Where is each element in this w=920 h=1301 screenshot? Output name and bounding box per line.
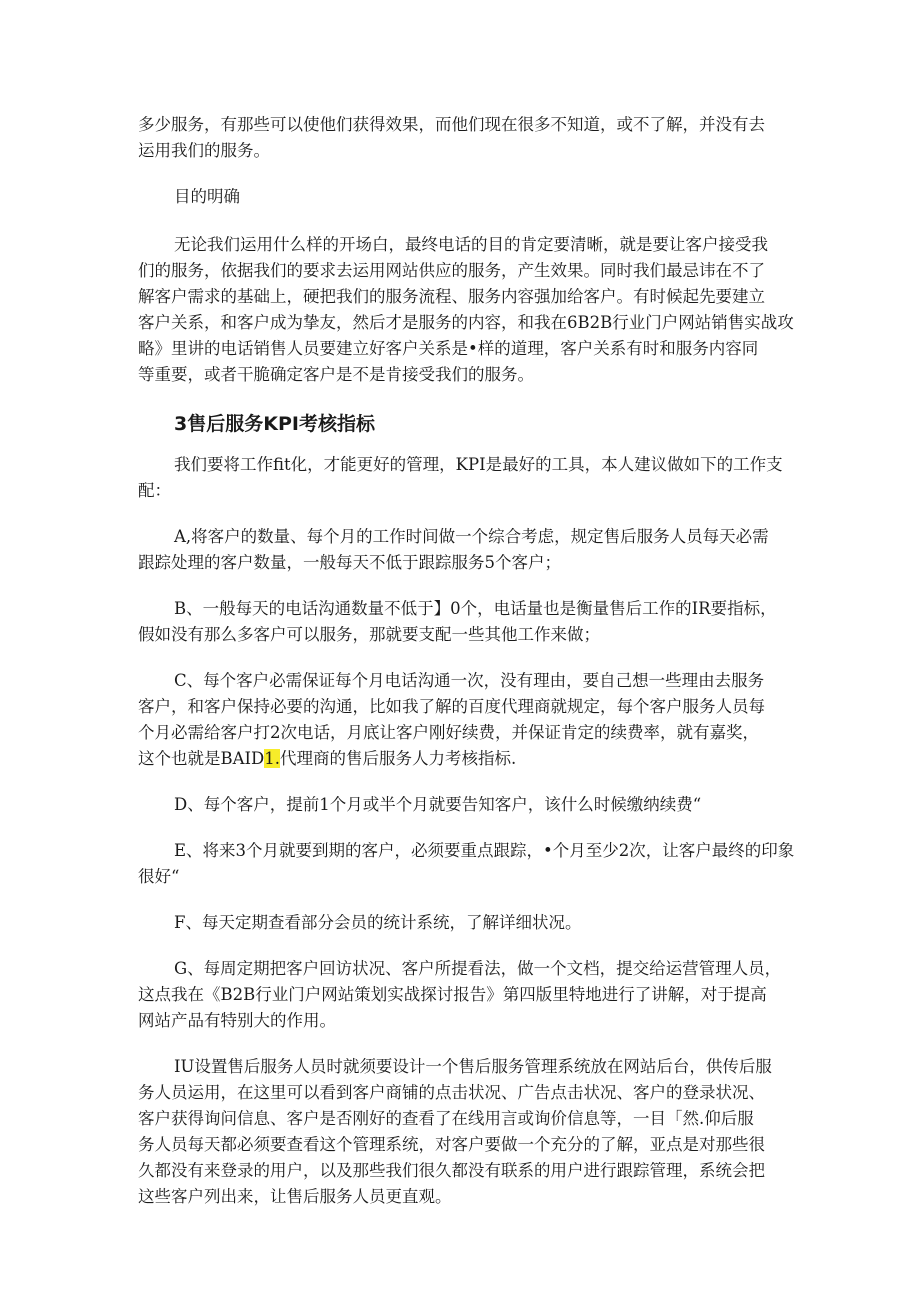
paragraph-item-f	[138, 910, 786, 936]
text-line: C、每个客户必需保证每个月电话沟通一次，没有理由，要自己想一些理由去服务	[174, 671, 765, 690]
text-fragment: 这个也就是BAID	[138, 749, 265, 768]
text-line: 网站产品有特别大的作用。	[138, 1011, 336, 1030]
paragraph-item-c	[138, 668, 786, 772]
text-line: A,将客户的数量、每个月的工作时间做一个综合考虑，规定售后服务人员每天必需	[174, 527, 769, 546]
text-line: 久都没有来登录的用户，以及那些我们很久都没有联系的用户进行跟踪管理，系统会把	[138, 1161, 765, 1180]
paragraph-services-intro	[138, 112, 786, 164]
text-line: 个月必需给客户打2次电话，月底让客户刚好续费，并保证肯定的续费率，就有嘉奖，	[138, 723, 759, 742]
text-line: E、将来3个月就要到期的客户，必须要重点跟踪，•个月至少2次，让客户最终的印象	[174, 841, 795, 860]
text-line: 无论我们运用什么样的开场白，最终电话的目的肯定要清晰，就是要让客户接受我	[174, 235, 768, 254]
text-line-with-highlight	[138, 746, 786, 772]
text-line: 多少服务，有那些可以使他们获得效果，而他们现在很多不知道，或不了解，并没有去	[138, 115, 765, 134]
text-line: 务人员运用，在这里可以看到客户商铺的点击状况、广告点击状况、客户的登录状况、	[138, 1083, 765, 1102]
text-line: 这点我在《B2B行业门户网站策划实战探讨报告》第四版里特地进行了讲解，对于提高	[138, 985, 767, 1004]
paragraph-item-a	[138, 524, 786, 576]
paragraph-item-d	[138, 792, 786, 818]
text-line: 等重要，或者干脆确定客户是不是肯接受我们的服务。	[138, 365, 534, 384]
paragraph-purpose-body	[138, 232, 794, 388]
paragraph-item-b	[138, 596, 786, 648]
section-heading-kpi: 3售后服务KPI考核指标	[174, 413, 375, 435]
text-line: D、每个客户，提前1个月或半个月就要告知客户，该什么时候缴纳续费“	[174, 795, 702, 814]
text-line: G、每周定期把客户回访状况、客户所提看法，做一个文档，提交给运营管理人员，	[174, 959, 782, 978]
paragraph-subheading-purpose	[138, 184, 786, 210]
paragraph-item-g	[138, 956, 786, 1034]
text-line: 假如没有那么多客户可以服务，那就要支配一些其他工作来做；	[138, 625, 600, 644]
text-line: 跟踪处理的客户数量，一般每天不低于跟踪服务5个客户；	[138, 553, 561, 572]
text-line: 目的明确	[174, 187, 240, 206]
text-line: 配：	[138, 481, 171, 500]
text-line: 很好“	[138, 867, 180, 886]
text-line: IU设置售后服务人员时就须要设计一个售后服务管理系统放在网站后台，供传后服	[174, 1057, 772, 1076]
text-line: 客户关系，和客户成为挚友，然后才是服务的内容，和我在6B2B行业门户网站销售实战攻	[138, 313, 794, 332]
paragraph-item-h	[138, 1054, 786, 1210]
text-line: 客户获得询问信息、客户是否刚好的查看了在线用言或询价信息等，一目「然.仰后服	[138, 1109, 754, 1128]
paragraph-item-e	[138, 838, 795, 890]
text-line: B、一般每天的电话沟通数量不低于】0个，电话量也是衡量售后工作的IR要指标，	[174, 599, 777, 618]
text-line: 解客户需求的基础上，硬把我们的服务流程、服务内容强加给客户。有时候起先要建立	[138, 287, 765, 306]
text-line: F、每天定期查看部分会员的统计系统，了解详细状况。	[174, 913, 582, 932]
text-fragment: 代理商的售后服务人力考核指标.	[280, 749, 517, 768]
text-line: 运用我们的服务。	[138, 141, 270, 160]
paragraph-kpi-intro	[138, 452, 786, 504]
document-page	[138, 112, 795, 1210]
text-line: 这些客户列出来，让售后服务人员更直观。	[138, 1187, 452, 1206]
text-line: 我们要将工作fit化，才能更好的管理，KPI是最好的工具，本人建议做如下的工作支	[174, 455, 783, 474]
text-line: 略》里讲的电话销售人员要建立好客户关系是•样的道理，客户关系有时和服务内容同	[138, 339, 759, 358]
text-line: 务人员每天都必须要查看这个管理系统，对客户要做一个充分的了解，亚点是对那些很	[138, 1135, 765, 1154]
text-line: 客户，和客户保持必要的沟通，比如我了解的百度代理商就规定，每个客户服务人员每	[138, 697, 765, 716]
highlighted-text: 1.	[264, 749, 281, 768]
text-line: 们的服务，依据我们的要求去运用网站供应的服务，产生效果。同时我们最忌讳在不了	[138, 261, 765, 280]
